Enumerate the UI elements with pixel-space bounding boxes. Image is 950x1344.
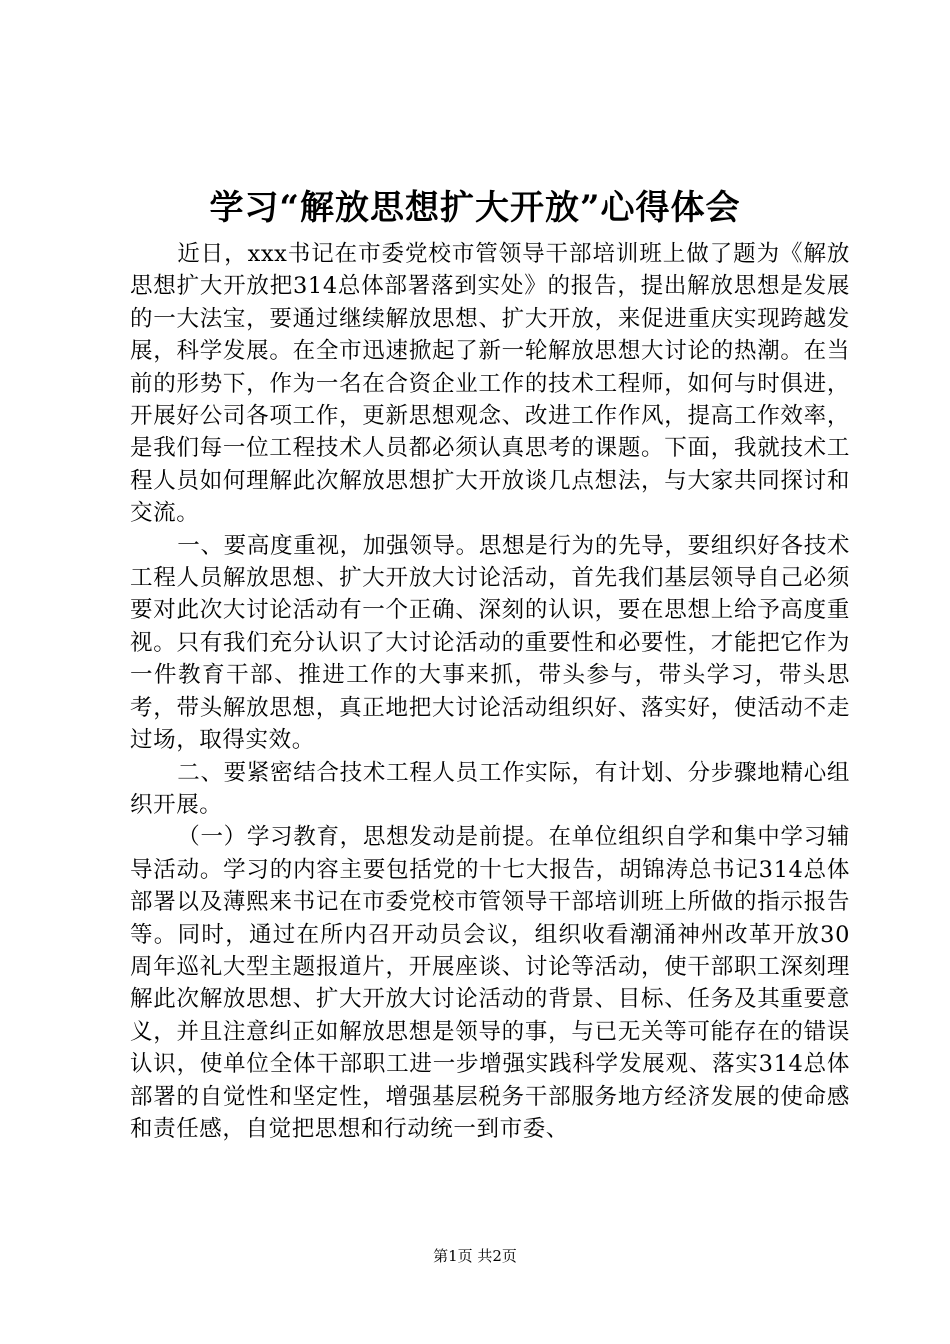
paragraph-point-two: 二、要紧密结合技术工程人员工作实际，有计划、分步骤地精心组织开展。 (130, 759, 850, 818)
document-title: 学习“解放思想扩大开放”心得体会 (209, 188, 741, 228)
paragraph-point-one: 一、要高度重视，加强领导。思想是行为的先导，要组织好各技术工程人员解放思想、扩大开放大讨论活动，首先我们基层领导自己必须要对此次大讨论活动有一个正确、深刻的认识，要在思想上给予高度重视。只有我们充分认识了大讨论活动的重要性和必要性，才能把它作为一件教育干部、推进工作的大事来抓，带头参与，带头学习，带头思考，带头解放思想，真正地把大讨论活动组织好、落实好，使活动不走过场，取得实效。 (130, 532, 850, 754)
paragraph-intro: 近日，xxx书记在市委党校市管领导干部培训班上做了题为《解放思想扩大开放把314总体部署落到实处》的报告，提出解放思想是发展的一大法宝，要通过继续解放思想、扩大开放，来促进重庆实现跨越发展，科学发展。在全市迅速掀起了新一轮解放思想大讨论的热潮。在当前的形势下，作为一名在合资企业工作的技术工程师，如何与时俱进，开展好公司各项工作，更新思想观念、改进工作作风，提高工作效率，是我们每一位工程技术人员都必须认真思考的课题。下面，我就技术工程人员如何理解此次解放思想扩大开放谈几点想法，与大家共同探讨和交流。 (130, 241, 850, 527)
document-body (130, 238, 850, 1145)
paragraph-subpoint-one: （一）学习教育，思想发动是前提。在单位组织自学和集中学习辅导活动。学习的内容主要包括党的十七大报告，胡锦涛总书记314总体部署以及薄熙来书记在市委党校市管领导干部培训班上所做的指示报告等。同时，通过在所内召开动员会议，组织收看潮涌神州改革开放30周年巡礼大型主题报道片，开展座谈、讨论等活动，使干部职工深刻理解此次解放思想、扩大开放大讨论活动的背景、目标、任务及其重要意义，并且注意纠正如解放思想是领导的事，与已无关等可能存在的错误认识，使单位全体干部职工进一步增强实践科学发展观、落实314总体部署的自觉性和坚定性，增强基层税务干部服务地方经济发展的使命感和责任感，自觉把思想和行动统一到市委、 (130, 824, 850, 1142)
page-footer: 第1页 共2页 (433, 1247, 517, 1265)
